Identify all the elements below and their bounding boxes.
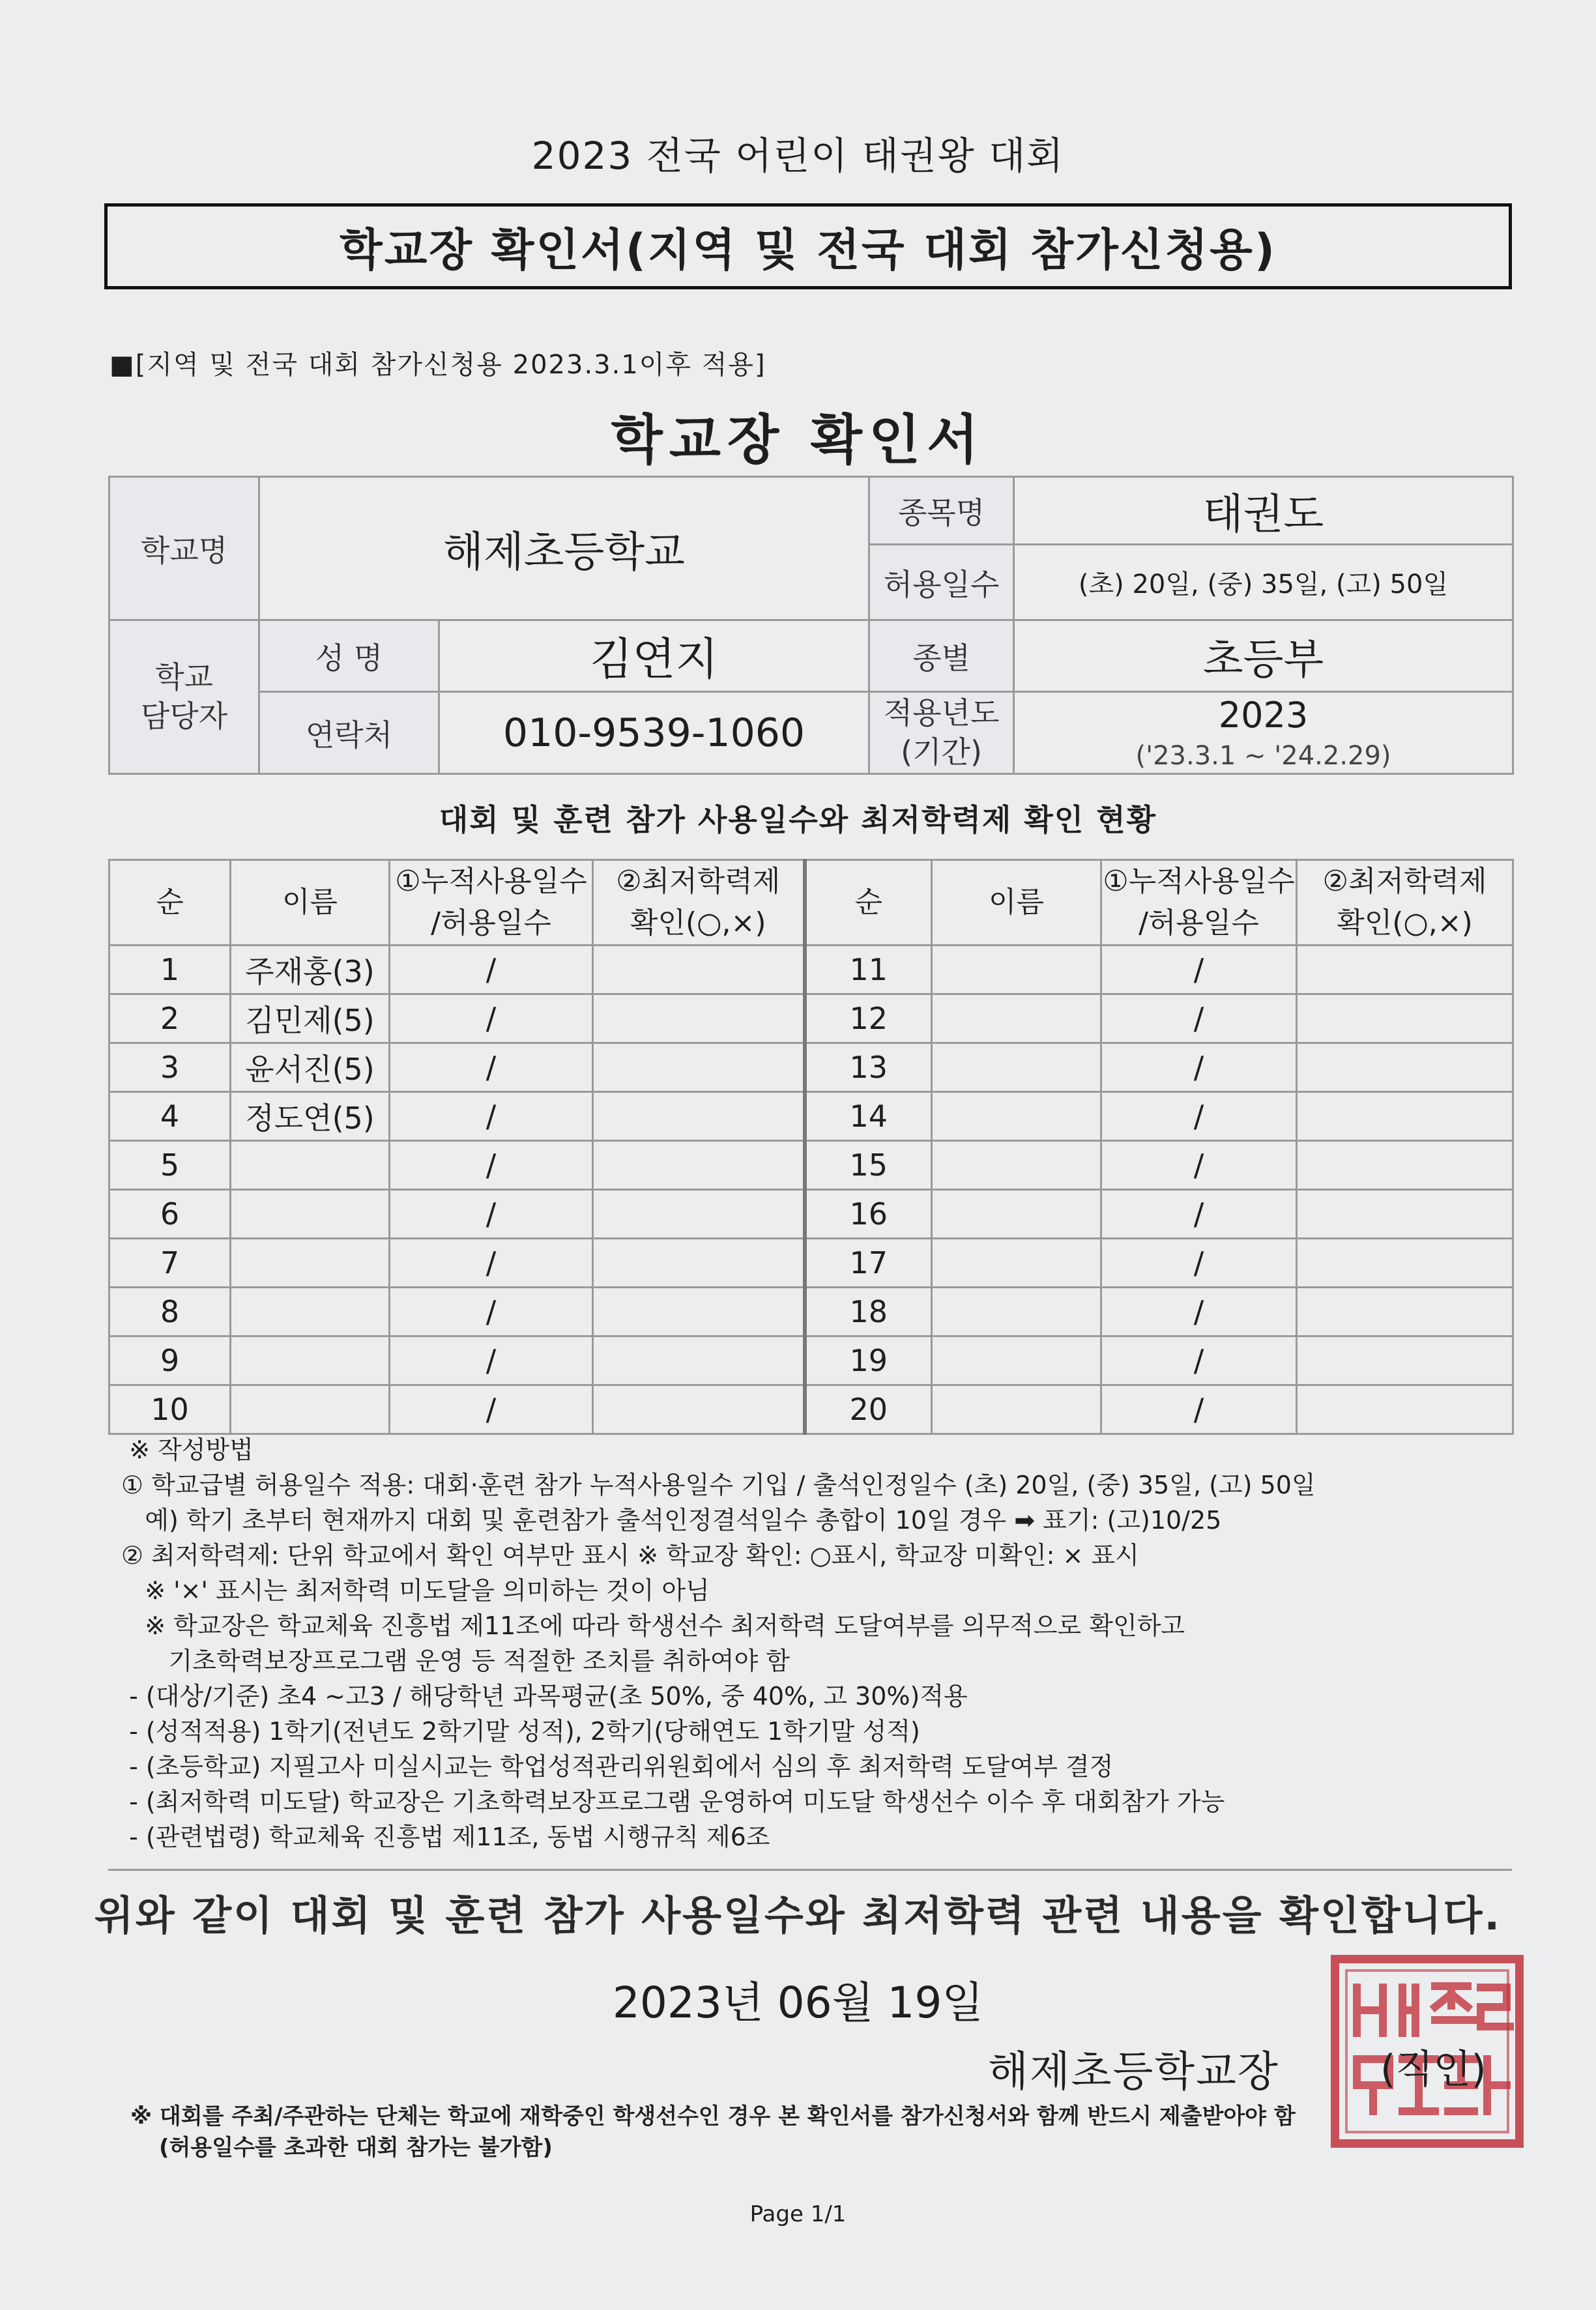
row-check-right bbox=[1297, 1140, 1513, 1189]
row-no-right: 19 bbox=[805, 1336, 932, 1385]
row-no-right: 16 bbox=[805, 1189, 932, 1238]
row-days-left: / bbox=[390, 1336, 593, 1385]
instruction-line: ※ 작성방법 bbox=[121, 1436, 254, 1464]
row-name-left: 김민제(5) bbox=[231, 994, 390, 1043]
header-days-right-line1: ①누적사용일수 bbox=[1103, 865, 1295, 898]
instruction-line: ※ 학교장은 학교체육 진흥법 제11조에 따라 학생선수 최저학력 도달여부를 의무적으로 확인하고 bbox=[121, 1611, 1185, 1640]
row-days-left: / bbox=[390, 1043, 593, 1091]
manager-label-line1: 학교 bbox=[155, 659, 213, 695]
row-days-right: / bbox=[1101, 1238, 1297, 1287]
row-days-right: / bbox=[1101, 1336, 1297, 1385]
footnote bbox=[130, 2101, 1499, 2163]
form-title: 학교장 확인서 bbox=[611, 409, 985, 471]
allowed-value: (초) 20일, (중) 35일, (고) 50일 bbox=[1014, 545, 1513, 620]
row-no-right: 15 bbox=[805, 1140, 932, 1189]
header-check-right bbox=[1297, 860, 1513, 946]
period-value: ('23.3.1 ~ '24.2.29) bbox=[1135, 740, 1391, 771]
table-row bbox=[109, 1043, 1513, 1091]
row-check-right bbox=[1297, 1189, 1513, 1238]
row-name-right bbox=[932, 1043, 1101, 1091]
year-label-line1: 적용년도 bbox=[883, 695, 1000, 730]
row-no-left: 10 bbox=[109, 1385, 231, 1434]
row-name-left bbox=[231, 1287, 390, 1336]
issue-date: 2023년 06월 19일 bbox=[612, 1978, 984, 2028]
division-label: 종별 bbox=[869, 620, 1014, 692]
row-no-left: 3 bbox=[109, 1043, 231, 1091]
row-name-right bbox=[932, 1189, 1101, 1238]
row-days-left: / bbox=[390, 1189, 593, 1238]
table-row bbox=[109, 1385, 1513, 1434]
row-check-right bbox=[1297, 1238, 1513, 1287]
manager-label-line2: 담당자 bbox=[140, 698, 228, 734]
row-check-right bbox=[1297, 1336, 1513, 1385]
year-cell bbox=[1014, 692, 1513, 774]
instruction-line: - (관련법령) 학교체육 진흥법 제11조, 동법 시행규칙 제6조 bbox=[121, 1823, 770, 1851]
row-name-left bbox=[231, 1336, 390, 1385]
form-header-text: 학교장 확인서(지역 및 전국 대회 참가신청용) bbox=[340, 224, 1277, 276]
row-no-left: 6 bbox=[109, 1189, 231, 1238]
row-name-right bbox=[932, 1238, 1101, 1287]
instruction-line: - (초등학교) 지필고사 미실시교는 학업성적관리위원회에서 심의 후 최저학력 도달여부 결정 bbox=[121, 1752, 1114, 1781]
instruction-line: - (성적적용) 1학기(전년도 2학기말 성적), 2학기(당해연도 1학기말 성적) bbox=[121, 1717, 920, 1746]
row-check-left bbox=[593, 1043, 805, 1091]
row-name-right bbox=[932, 1287, 1101, 1336]
header-check-left-line2: 확인(○,×) bbox=[630, 906, 766, 940]
row-name-left bbox=[231, 1189, 390, 1238]
row-check-right bbox=[1297, 1287, 1513, 1336]
event-title: 2023 전국 어린이 태권왕 대회 bbox=[531, 134, 1065, 178]
divider-line bbox=[108, 1869, 1512, 1871]
principal-title: 해제초등학교장 bbox=[988, 2048, 1279, 2096]
seal-word: (직인) bbox=[1380, 2047, 1487, 2092]
year-label bbox=[869, 692, 1014, 774]
footnote-line1: ※ 대회를 주최/주관하는 단체는 학교에 재학중인 학생선수인 경우 본 확인서를 참가신청서와 함께 반드시 제출받아야 함 bbox=[130, 2103, 1296, 2130]
instruction-line: - (최저학력 미도달) 학교장은 기초학력보장프로그램 운영하여 미도달 학생선수 이수 후 대회참가 가능 bbox=[121, 1787, 1225, 1816]
header-days-left bbox=[390, 860, 593, 946]
row-no-left: 4 bbox=[109, 1091, 231, 1140]
row-no-left: 7 bbox=[109, 1238, 231, 1287]
row-check-right bbox=[1297, 1091, 1513, 1140]
row-check-left bbox=[593, 1140, 805, 1189]
row-name-left: 윤서진(5) bbox=[231, 1043, 390, 1091]
row-name-right bbox=[932, 1385, 1101, 1434]
info-table bbox=[108, 476, 1514, 775]
confirm-statement: 위와 같이 대회 및 훈련 참가 사용일수와 최저학력 관련 내용을 확인합니다. bbox=[94, 1892, 1502, 1939]
contact-value: 010-9539-1060 bbox=[439, 692, 869, 774]
row-check-right bbox=[1297, 1043, 1513, 1091]
header-no-left: 순 bbox=[109, 860, 231, 946]
table-row bbox=[109, 994, 1513, 1043]
row-name-right bbox=[932, 945, 1101, 994]
header-days-left-line1: ①누적사용일수 bbox=[395, 865, 587, 898]
row-check-left bbox=[593, 945, 805, 994]
participants-table bbox=[108, 859, 1514, 1435]
row-no-left: 9 bbox=[109, 1336, 231, 1385]
instruction-line: 기초학력보장프로그램 운영 등 적절한 조치를 취하여야 함 bbox=[121, 1647, 790, 1675]
instructions-block bbox=[121, 1432, 1503, 1855]
table-row bbox=[109, 1238, 1513, 1287]
row-name-left bbox=[231, 1238, 390, 1287]
row-name-left: 정도연(5) bbox=[231, 1091, 390, 1140]
row-no-left: 8 bbox=[109, 1287, 231, 1336]
row-check-right bbox=[1297, 1385, 1513, 1434]
row-days-left: / bbox=[390, 1385, 593, 1434]
name-value: 김연지 bbox=[439, 620, 869, 692]
division-value: 초등부 bbox=[1014, 620, 1513, 692]
applicability-note: ■[지역 및 전국 대회 참가신청용 2023.3.1이후 적용] bbox=[109, 350, 766, 380]
instruction-line: ① 학교급별 허용일수 적용: 대회·훈련 참가 누적사용일수 기입 / 출석인정일수 (초) 20일, (중) 35일, (고) 50일 bbox=[121, 1471, 1316, 1499]
row-days-left: / bbox=[390, 994, 593, 1043]
row-name-left: 주재홍(3) bbox=[231, 945, 390, 994]
row-days-right: / bbox=[1101, 1091, 1297, 1140]
row-check-right bbox=[1297, 994, 1513, 1043]
row-days-right: / bbox=[1101, 994, 1297, 1043]
row-no-right: 20 bbox=[805, 1385, 932, 1434]
footnote-line2: (허용일수를 초과한 대회 참가는 불가함) bbox=[159, 2135, 553, 2161]
row-check-left bbox=[593, 1385, 805, 1434]
table-row bbox=[109, 945, 1513, 994]
row-no-right: 12 bbox=[805, 994, 932, 1043]
row-days-right: / bbox=[1101, 1385, 1297, 1434]
page-number: Page 1/1 bbox=[749, 2201, 847, 2227]
instruction-line: ② 최저학력제: 단위 학교에서 확인 여부만 표시 ※ 학교장 확인: ○표시, 학교장 미확인: × 표시 bbox=[121, 1541, 1139, 1570]
year-value: 2023 bbox=[1218, 695, 1309, 736]
form-header-box bbox=[104, 203, 1512, 289]
sport-label: 종목명 bbox=[869, 477, 1014, 545]
sport-value: 태권도 bbox=[1014, 477, 1513, 545]
header-check-left bbox=[593, 860, 805, 946]
row-days-left: / bbox=[390, 945, 593, 994]
row-no-right: 18 bbox=[805, 1287, 932, 1336]
header-name-right: 이름 bbox=[932, 860, 1101, 946]
table-row bbox=[109, 1140, 1513, 1189]
school-value: 해제초등학교 bbox=[259, 477, 869, 620]
row-name-right bbox=[932, 994, 1101, 1043]
header-no-right: 순 bbox=[805, 860, 932, 946]
instruction-line: 예) 학기 초부터 현재까지 대회 및 훈련참가 출석인정결석일수 총합이 10일 경우 ➡ 표기: (고)10/25 bbox=[121, 1506, 1222, 1535]
year-label-line2: (기간) bbox=[901, 734, 982, 770]
row-no-right: 17 bbox=[805, 1238, 932, 1287]
allowed-label: 허용일수 bbox=[869, 545, 1014, 620]
table-row bbox=[109, 1091, 1513, 1140]
row-check-left bbox=[593, 994, 805, 1043]
row-days-right: / bbox=[1101, 1043, 1297, 1091]
header-days-left-line2: /허용일수 bbox=[431, 906, 551, 940]
row-no-right: 14 bbox=[805, 1091, 932, 1140]
header-days-right-line2: /허용일수 bbox=[1139, 906, 1259, 940]
row-days-right: / bbox=[1101, 1140, 1297, 1189]
school-label: 학교명 bbox=[109, 477, 259, 620]
header-days-right bbox=[1101, 860, 1297, 946]
row-name-right bbox=[932, 1336, 1101, 1385]
instruction-line: - (대상/기준) 초4 ~고3 / 해당학년 과목평균(초 50%, 중 40%, 고 30%)적용 bbox=[121, 1682, 968, 1711]
name-label: 성 명 bbox=[259, 620, 439, 692]
row-no-right: 11 bbox=[805, 945, 932, 994]
row-days-left: / bbox=[390, 1238, 593, 1287]
header-name-left: 이름 bbox=[231, 860, 390, 946]
row-check-left bbox=[593, 1091, 805, 1140]
row-check-right bbox=[1297, 945, 1513, 994]
table-row bbox=[109, 1336, 1513, 1385]
row-no-left: 5 bbox=[109, 1140, 231, 1189]
header-check-left-line1: ②최저학력제 bbox=[616, 865, 781, 898]
row-days-left: / bbox=[390, 1287, 593, 1336]
row-no-left: 1 bbox=[109, 945, 231, 994]
row-days-left: / bbox=[390, 1091, 593, 1140]
row-no-left: 2 bbox=[109, 994, 231, 1043]
contact-label: 연락처 bbox=[259, 692, 439, 774]
row-check-left bbox=[593, 1336, 805, 1385]
row-no-right: 13 bbox=[805, 1043, 932, 1091]
row-check-left bbox=[593, 1238, 805, 1287]
row-days-right: / bbox=[1101, 1189, 1297, 1238]
section-title: 대회 및 훈련 참가 사용일수와 최저학력제 확인 현황 bbox=[439, 802, 1157, 837]
manager-label bbox=[109, 620, 259, 774]
row-days-left: / bbox=[390, 1140, 593, 1189]
row-name-right bbox=[932, 1140, 1101, 1189]
header-check-right-line1: ②최저학력제 bbox=[1322, 865, 1487, 898]
row-days-right: / bbox=[1101, 1287, 1297, 1336]
row-name-left bbox=[231, 1140, 390, 1189]
instruction-line: ※ '×' 표시는 최저학력 미도달을 의미하는 것이 아님 bbox=[121, 1576, 710, 1605]
row-name-right bbox=[932, 1091, 1101, 1140]
table-row bbox=[109, 1287, 1513, 1336]
row-name-left bbox=[231, 1385, 390, 1434]
row-days-right: / bbox=[1101, 945, 1297, 994]
table-row bbox=[109, 1189, 1513, 1238]
row-check-left bbox=[593, 1189, 805, 1238]
row-check-left bbox=[593, 1287, 805, 1336]
header-check-right-line2: 확인(○,×) bbox=[1337, 906, 1473, 940]
